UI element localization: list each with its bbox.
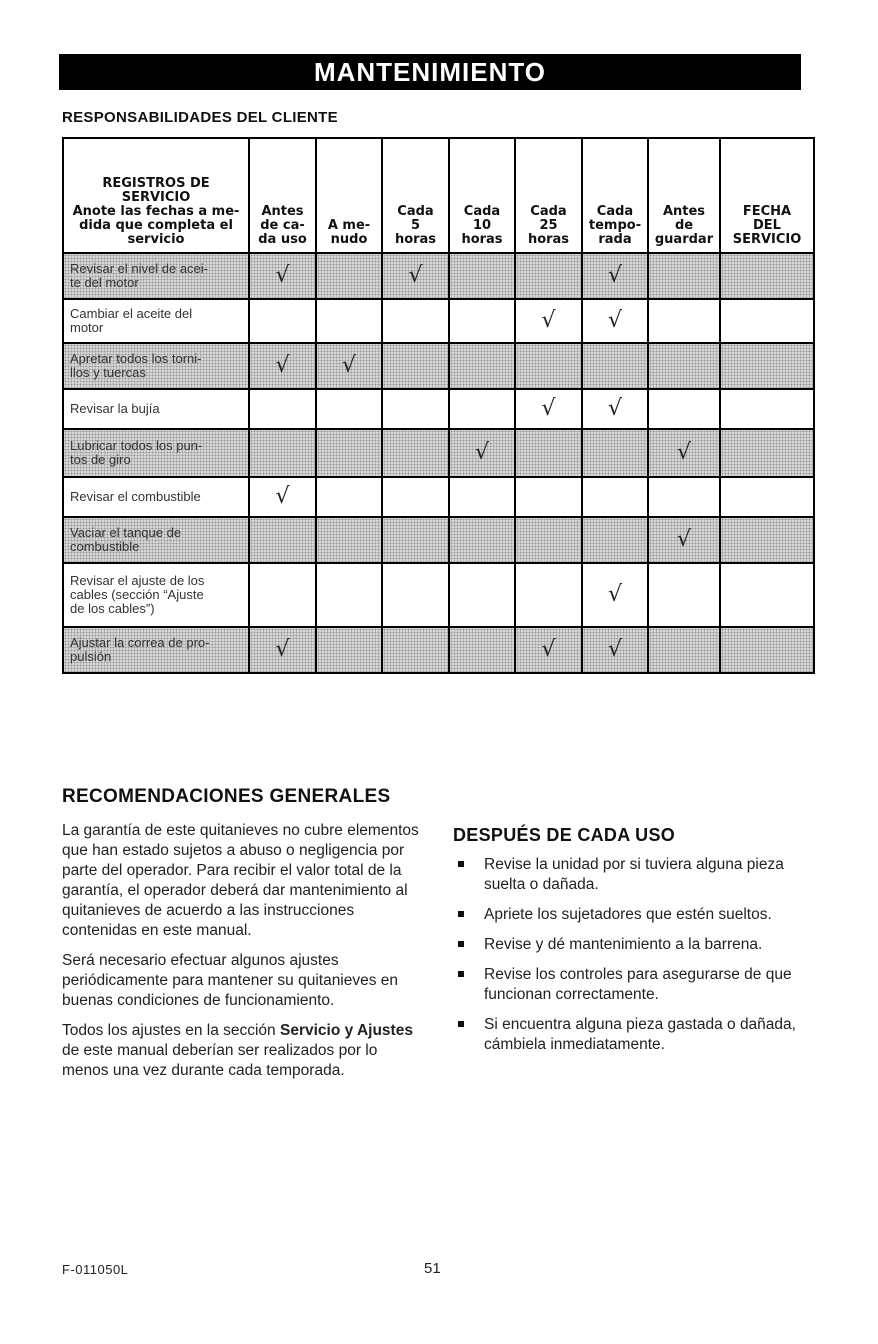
empty-cell bbox=[449, 517, 515, 563]
table-header-row bbox=[63, 138, 814, 253]
table-body bbox=[63, 253, 814, 673]
empty-cell bbox=[515, 563, 582, 627]
list-item-text: Revise la unidad por si tuviera alguna pieza suelta o dañada. bbox=[484, 856, 784, 893]
empty-cell bbox=[316, 477, 382, 517]
empty-cell bbox=[720, 627, 814, 673]
check-mark-cell: √ bbox=[249, 253, 316, 299]
empty-cell bbox=[249, 517, 316, 563]
empty-cell bbox=[648, 389, 720, 429]
empty-cell bbox=[316, 627, 382, 673]
empty-cell bbox=[449, 563, 515, 627]
task-cell: Revisar el combustible bbox=[63, 477, 249, 517]
check-mark-cell: √ bbox=[382, 253, 449, 299]
list-item bbox=[453, 1015, 823, 1055]
empty-cell bbox=[382, 627, 449, 673]
empty-cell bbox=[582, 477, 648, 517]
section-heading-customer-responsibilities: RESPONSABILIDADES DEL CLIENTE bbox=[62, 109, 338, 126]
empty-cell bbox=[720, 517, 814, 563]
empty-cell bbox=[648, 299, 720, 343]
check-mark-cell: √ bbox=[515, 389, 582, 429]
column-header: Cada 10 horas bbox=[449, 138, 515, 253]
empty-cell bbox=[648, 563, 720, 627]
empty-cell bbox=[382, 299, 449, 343]
task-cell: Revisar el nivel de acei- te del motor bbox=[63, 253, 249, 299]
column-header: Antes de guardar bbox=[648, 138, 720, 253]
list-item-text: Apriete los sujetadores que estén sueltos. bbox=[484, 906, 772, 923]
empty-cell bbox=[648, 627, 720, 673]
empty-cell bbox=[316, 517, 382, 563]
document-code: F-011050L bbox=[62, 1262, 129, 1277]
empty-cell bbox=[582, 429, 648, 477]
square-bullet-icon bbox=[458, 971, 464, 977]
table-row bbox=[63, 477, 814, 517]
empty-cell bbox=[720, 299, 814, 343]
empty-cell bbox=[249, 563, 316, 627]
empty-cell bbox=[449, 627, 515, 673]
table-row bbox=[63, 517, 814, 563]
empty-cell bbox=[316, 389, 382, 429]
empty-cell bbox=[449, 389, 515, 429]
service-paragraph-text-end: de este manual deberían ser realizados por lo menos una vez durante cada temporada. bbox=[62, 1042, 378, 1079]
table-row bbox=[63, 389, 814, 429]
task-cell: Revisar el ajuste de los cables (sección “Ajuste de los cables”) bbox=[63, 563, 249, 627]
column-header: Cada tempo- rada bbox=[582, 138, 648, 253]
general-recommendations-section bbox=[62, 787, 422, 1091]
service-section-reference: Servicio y Ajustes bbox=[279, 1022, 413, 1039]
empty-cell bbox=[316, 429, 382, 477]
list-item bbox=[453, 965, 823, 1005]
empty-cell bbox=[720, 563, 814, 627]
table-row bbox=[63, 429, 814, 477]
column-header: Cada 5 horas bbox=[382, 138, 449, 253]
check-mark-cell: √ bbox=[249, 343, 316, 389]
column-header: Antes de ca- da uso bbox=[249, 138, 316, 253]
empty-cell bbox=[515, 429, 582, 477]
page-title: MANTENIMIENTO bbox=[59, 54, 801, 90]
empty-cell bbox=[648, 477, 720, 517]
table-row bbox=[63, 627, 814, 673]
warranty-paragraph: La garantía de este quitanieves no cubre elementos que han estado sujetos a abuso o negligencia por parte del operador. Para recibir el valor total de la garantía, el operador deberá dar mantenimiento al quitanieves de acuerdo a las instrucciones contenidas en este manual. bbox=[62, 822, 419, 939]
empty-cell bbox=[316, 253, 382, 299]
empty-cell bbox=[249, 299, 316, 343]
empty-cell bbox=[720, 343, 814, 389]
column-header: REGISTROS DE SERVICIO Anote las fechas a me- dida que completa el servicio bbox=[63, 138, 249, 253]
check-mark-cell: √ bbox=[249, 477, 316, 517]
check-mark-cell: √ bbox=[515, 299, 582, 343]
empty-cell bbox=[720, 389, 814, 429]
empty-cell bbox=[515, 477, 582, 517]
service-paragraph-text: Todos los ajustes en la sección bbox=[62, 1022, 280, 1039]
empty-cell bbox=[382, 429, 449, 477]
table-row bbox=[63, 563, 814, 627]
task-cell: Cambiar el aceite del motor bbox=[63, 299, 249, 343]
general-recommendations-heading: RECOMENDACIONES GENERALES bbox=[62, 786, 391, 807]
task-cell: Ajustar la correa de pro- pulsión bbox=[63, 627, 249, 673]
check-mark-cell: √ bbox=[449, 429, 515, 477]
square-bullet-icon bbox=[458, 1021, 464, 1027]
list-item bbox=[453, 905, 823, 925]
check-mark-cell: √ bbox=[582, 627, 648, 673]
list-item-text: Revise los controles para asegurarse de que funcionan correctamente. bbox=[484, 966, 792, 1003]
empty-cell bbox=[316, 563, 382, 627]
list-item-text: Revise y dé mantenimiento a la barrena. bbox=[484, 936, 763, 953]
page-number: 51 bbox=[424, 1260, 441, 1277]
column-header: A me- nudo bbox=[316, 138, 382, 253]
empty-cell bbox=[316, 299, 382, 343]
table-row bbox=[63, 253, 814, 299]
check-mark-cell: √ bbox=[648, 429, 720, 477]
service-adjustments-paragraph bbox=[62, 1021, 422, 1081]
list-item-text: Si encuentra alguna pieza gastada o dañada, cámbiela inmediatamente. bbox=[484, 1016, 796, 1053]
square-bullet-icon bbox=[458, 941, 464, 947]
empty-cell bbox=[720, 429, 814, 477]
empty-cell bbox=[648, 253, 720, 299]
check-mark-cell: √ bbox=[582, 563, 648, 627]
empty-cell bbox=[249, 429, 316, 477]
check-mark-cell: √ bbox=[582, 389, 648, 429]
empty-cell bbox=[720, 253, 814, 299]
check-mark-cell: √ bbox=[249, 627, 316, 673]
empty-cell bbox=[582, 343, 648, 389]
column-header: FECHA DEL SERVICIO bbox=[720, 138, 814, 253]
adjustments-paragraph: Será necesario efectuar algunos ajustes periódicamente para mantener su quitanieves en buenas condiciones de funcionamiento. bbox=[62, 952, 399, 1009]
empty-cell bbox=[382, 563, 449, 627]
list-item bbox=[453, 935, 823, 955]
empty-cell bbox=[449, 253, 515, 299]
empty-cell bbox=[449, 477, 515, 517]
empty-cell bbox=[720, 477, 814, 517]
maintenance-schedule-table bbox=[62, 137, 815, 674]
empty-cell bbox=[648, 343, 720, 389]
check-mark-cell: √ bbox=[582, 253, 648, 299]
task-cell: Lubricar todos los pun- tos de giro bbox=[63, 429, 249, 477]
empty-cell bbox=[515, 517, 582, 563]
task-cell: Vaciar el tanque de combustible bbox=[63, 517, 249, 563]
empty-cell bbox=[449, 299, 515, 343]
empty-cell bbox=[515, 253, 582, 299]
empty-cell bbox=[249, 389, 316, 429]
empty-cell bbox=[382, 517, 449, 563]
empty-cell bbox=[382, 477, 449, 517]
empty-cell bbox=[582, 517, 648, 563]
after-each-use-heading: DESPUÉS DE CADA USO bbox=[453, 825, 676, 845]
check-mark-cell: √ bbox=[582, 299, 648, 343]
after-each-use-section bbox=[453, 791, 823, 1065]
task-cell: Revisar la bujía bbox=[63, 389, 249, 429]
check-mark-cell: √ bbox=[515, 627, 582, 673]
empty-cell bbox=[449, 343, 515, 389]
check-mark-cell: √ bbox=[316, 343, 382, 389]
square-bullet-icon bbox=[458, 861, 464, 867]
empty-cell bbox=[382, 389, 449, 429]
list-item bbox=[453, 855, 823, 895]
empty-cell bbox=[515, 343, 582, 389]
empty-cell bbox=[382, 343, 449, 389]
column-header: Cada 25 horas bbox=[515, 138, 582, 253]
square-bullet-icon bbox=[458, 911, 464, 917]
table-row bbox=[63, 343, 814, 389]
table-row bbox=[63, 299, 814, 343]
task-cell: Apretar todos los torni- llos y tuercas bbox=[63, 343, 249, 389]
check-mark-cell: √ bbox=[648, 517, 720, 563]
after-each-use-list bbox=[453, 855, 823, 1055]
